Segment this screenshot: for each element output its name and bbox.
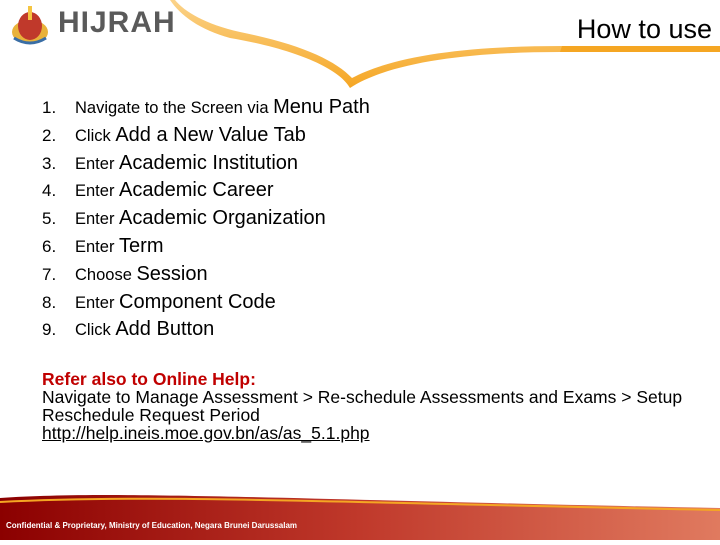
step-emphasis: Component Code xyxy=(119,290,276,313)
step-prefix: Click xyxy=(75,321,116,340)
footer-swoosh xyxy=(0,490,720,540)
step-number: 4. xyxy=(42,181,57,201)
list-item xyxy=(42,94,370,122)
list-item xyxy=(42,261,370,289)
header-banner xyxy=(0,0,720,92)
list-item xyxy=(42,177,370,205)
list-item xyxy=(42,233,370,261)
page-title: How to use xyxy=(576,14,712,44)
step-prefix: Enter xyxy=(75,210,120,229)
online-help-section xyxy=(42,370,702,442)
step-emphasis: Add Button xyxy=(115,318,215,341)
step-prefix: Click xyxy=(75,126,116,145)
step-number: 1. xyxy=(42,98,57,117)
step-emphasis: Menu Path xyxy=(273,96,370,118)
step-emphasis: Term xyxy=(119,234,164,257)
list-item xyxy=(42,150,370,178)
step-prefix: Enter xyxy=(75,182,120,201)
help-link[interactable]: http://help.ineis.moe.gov.bn/as/as_5.1.php xyxy=(42,423,370,443)
step-number: 8. xyxy=(42,292,57,312)
step-number: 6. xyxy=(42,236,57,256)
list-item xyxy=(42,316,370,344)
step-prefix: Navigate to the Screen via xyxy=(75,99,274,117)
list-item xyxy=(42,205,370,233)
step-prefix: Enter xyxy=(75,237,120,256)
step-emphasis: Session xyxy=(136,262,208,285)
step-prefix: Enter xyxy=(75,154,120,173)
list-item xyxy=(42,122,370,150)
step-emphasis: Academic Institution xyxy=(119,151,299,174)
help-navigation-path: Navigate to Manage Assessment > Re-schedule Assessments and Exams > Setup Reschedule Request Period xyxy=(42,387,683,425)
step-list xyxy=(42,94,370,344)
help-title: Refer also to Online Help: xyxy=(42,369,256,389)
step-emphasis: Add a New Value Tab xyxy=(115,123,306,146)
footer-banner xyxy=(0,490,720,540)
step-emphasis: Academic Organization xyxy=(119,207,326,230)
footer-text: Confidential & Proprietary, Ministry of Education, Negara Brunei Darussalam xyxy=(6,521,298,530)
step-number: 9. xyxy=(42,320,57,340)
logo-text: HIJRAH xyxy=(58,6,176,39)
step-emphasis: Academic Career xyxy=(119,179,274,202)
step-prefix: Enter xyxy=(75,293,120,312)
list-item xyxy=(42,289,370,317)
step-number: 5. xyxy=(42,209,57,229)
step-number: 7. xyxy=(42,264,57,284)
step-prefix: Choose xyxy=(75,265,137,284)
step-number: 2. xyxy=(42,125,57,145)
hijrah-logo xyxy=(8,2,176,52)
brunei-emblem-icon xyxy=(8,2,54,50)
step-number: 3. xyxy=(42,153,57,173)
